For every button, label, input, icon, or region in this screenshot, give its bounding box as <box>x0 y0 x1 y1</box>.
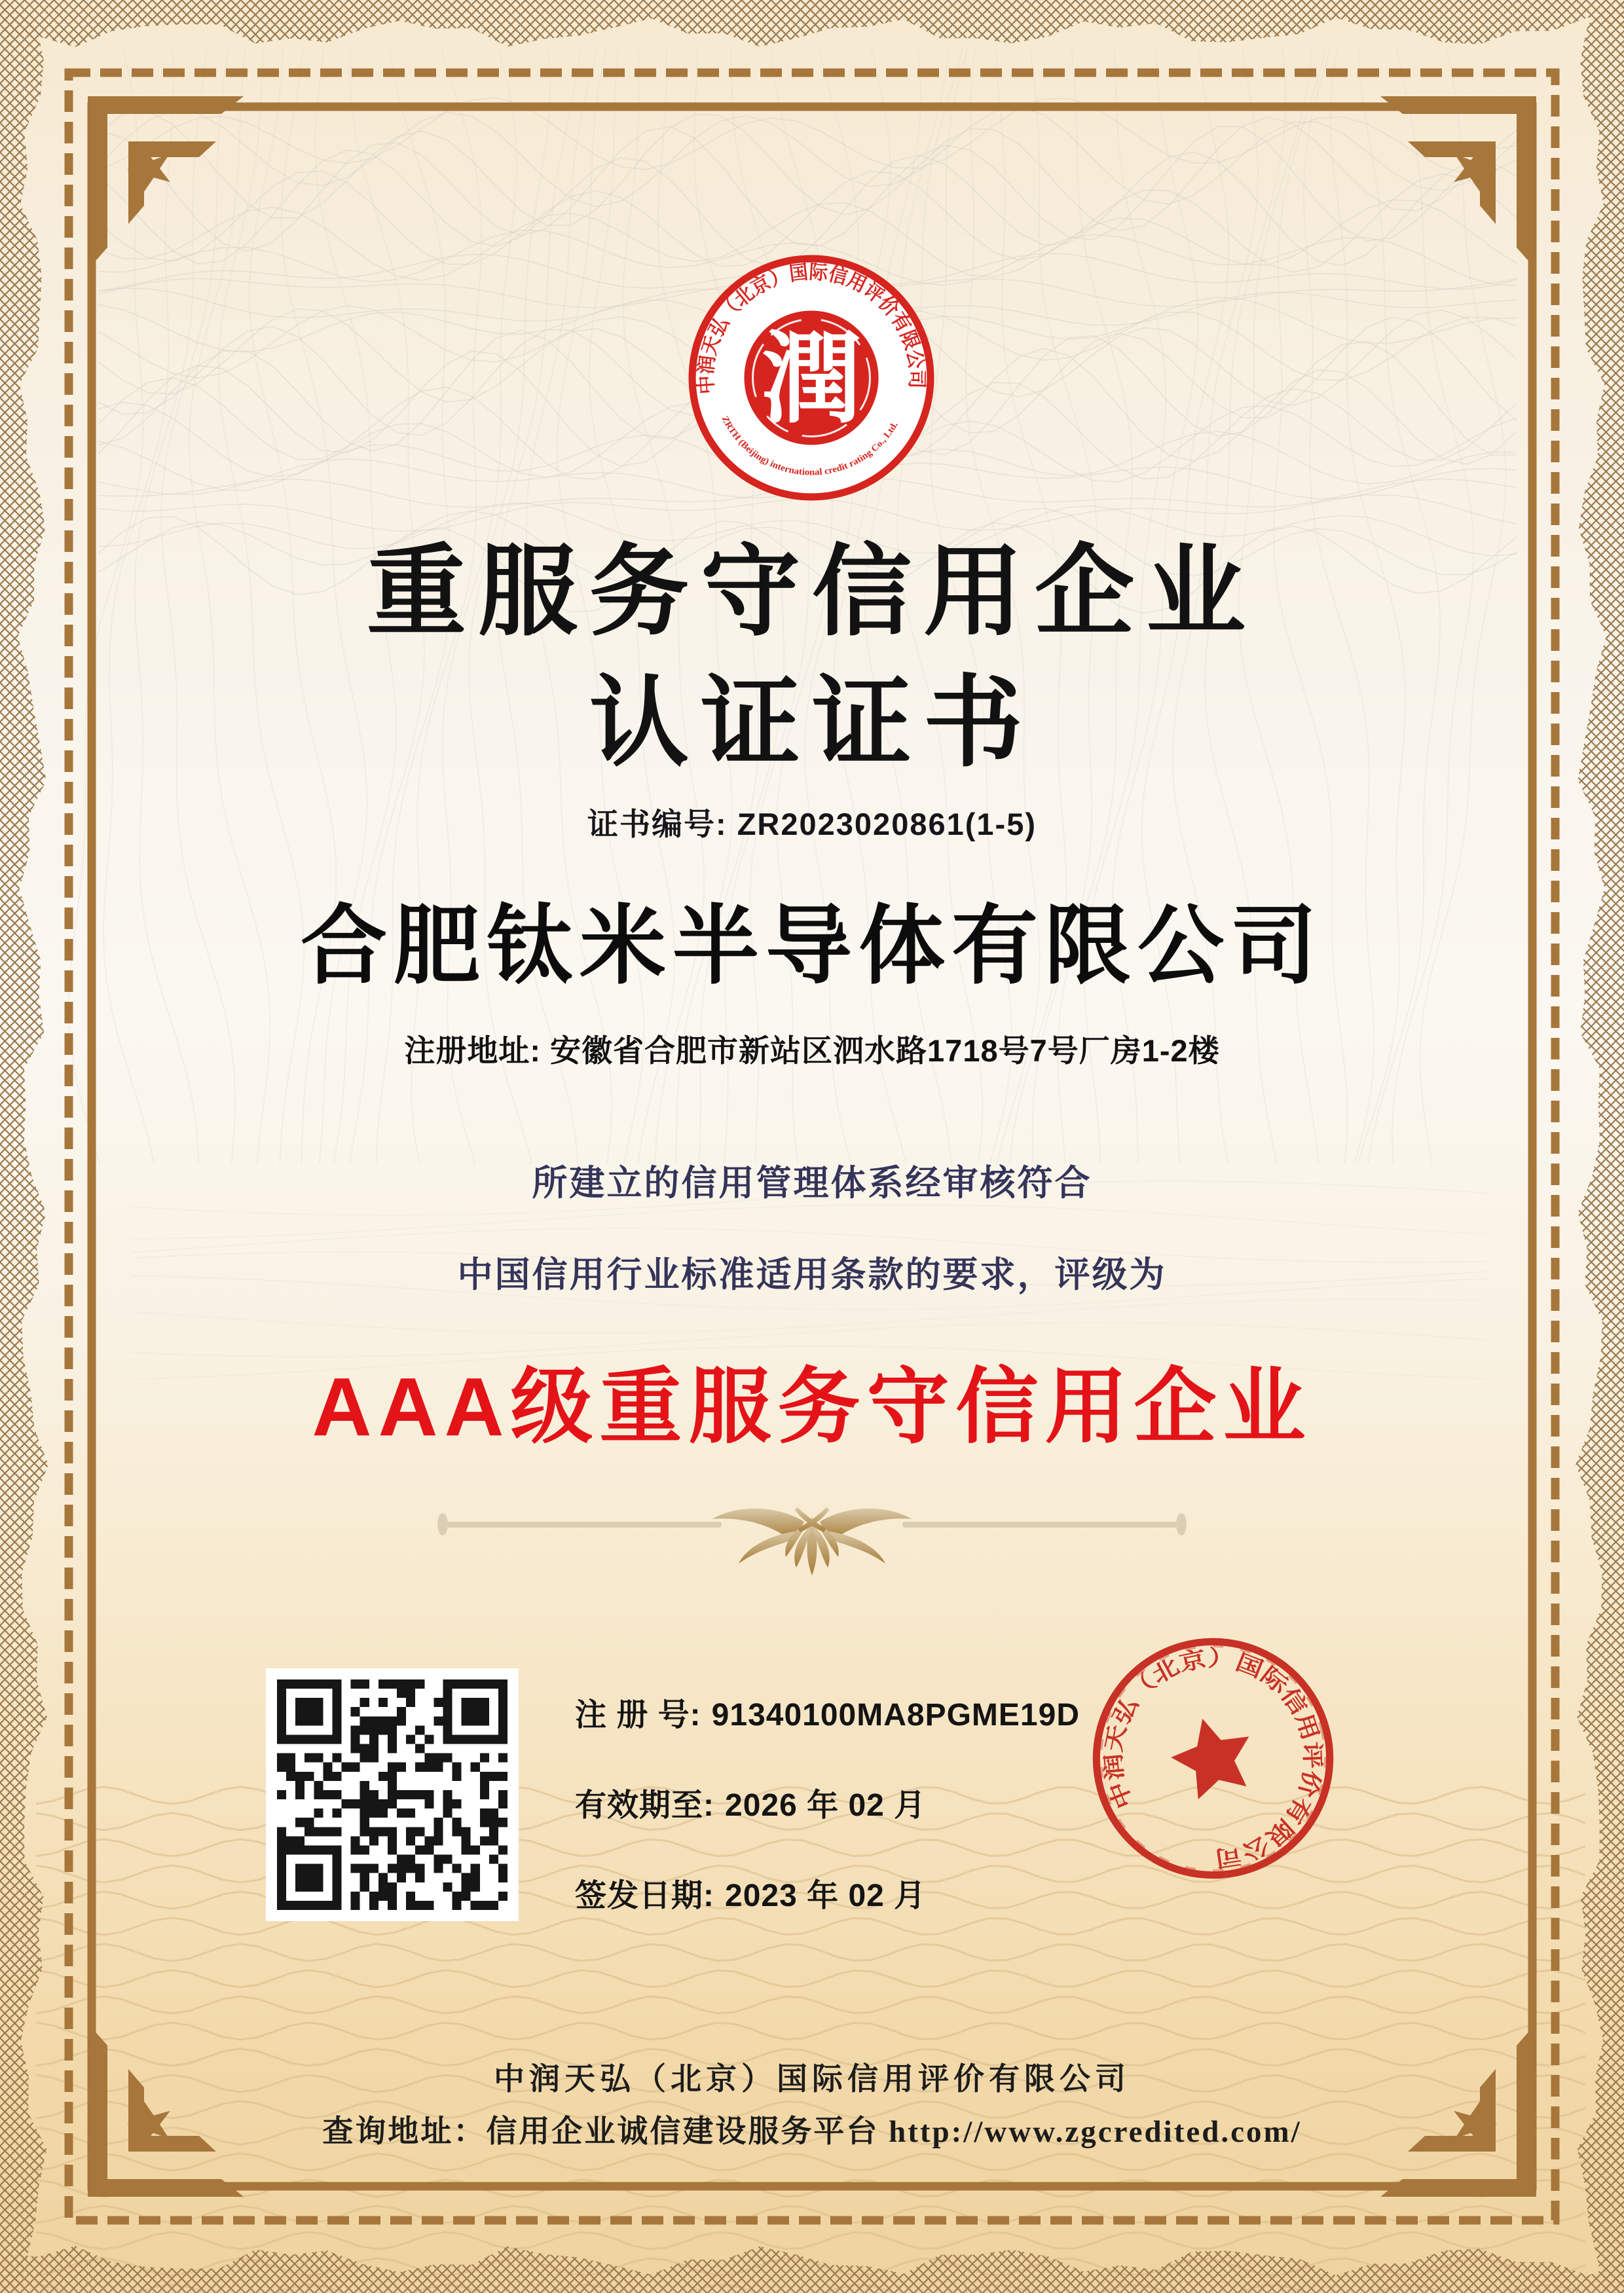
footer-query-line: 查询地址：信用企业诚信建设服务平台 http://www.zgcredited.com/ <box>322 2115 1302 2149</box>
stamp-org-arc: 中润天弘（北京）国际信用评价有限公司 <box>1101 1645 1325 1871</box>
gold-divider-ornament <box>432 1502 1192 1582</box>
certificate-title-line2: 认证证书 <box>589 669 1035 779</box>
registered-address: 注册地址: 安徽省合肥市新站区泗水路1718号7号厂房1-2楼 <box>404 1033 1220 1068</box>
rating-headline: AAA级重服务守信用企业 <box>312 1361 1312 1453</box>
registration-number-row <box>575 1689 1080 1734</box>
certificate-number: 证书编号: ZR2023020861(1-5) <box>587 807 1037 841</box>
footer-issuer-company: 中润天弘（北京）国际信用评价有限公司 <box>494 2063 1130 2097</box>
divider-leaf-ornament <box>712 1507 912 1575</box>
valid-until-value: 2026 年 02 月 <box>725 1788 927 1823</box>
qr-code <box>266 1668 519 1921</box>
seal-org-en-arc: ZRTH (Beijing) international credit rating Co., Ltd. <box>719 414 900 478</box>
issuer-red-stamp <box>1077 1623 1349 1894</box>
issuer-seal-logo <box>686 251 936 507</box>
company-name: 合肥钛米半导体有限公司 <box>301 898 1323 994</box>
seal-mark-glyph: 潤 <box>761 325 862 436</box>
certificate-title-line1: 重服务守信用企业 <box>367 538 1257 648</box>
valid-until-label: 有效期至: <box>575 1788 714 1823</box>
valid-until-row <box>575 1780 1080 1825</box>
issue-date-value: 2023 年 02 月 <box>725 1879 927 1913</box>
statement-line1: 所建立的信用管理体系经审核符合 <box>532 1164 1092 1203</box>
statement-line2: 中国信用行业标准适用条款的要求，评级为 <box>457 1255 1167 1294</box>
registration-info <box>575 1689 1080 1915</box>
registration-number-label: 注 册 号: <box>575 1698 701 1733</box>
registration-number-value: 91340100MA8PGME19D <box>711 1698 1080 1733</box>
stamp-star-icon <box>1164 1708 1261 1803</box>
issue-date-label: 签发日期: <box>575 1879 714 1913</box>
seal-org-cn-arc: 中润天弘（北京）国际信用评价有限公司 <box>694 261 928 395</box>
issue-date-row <box>575 1870 1080 1915</box>
